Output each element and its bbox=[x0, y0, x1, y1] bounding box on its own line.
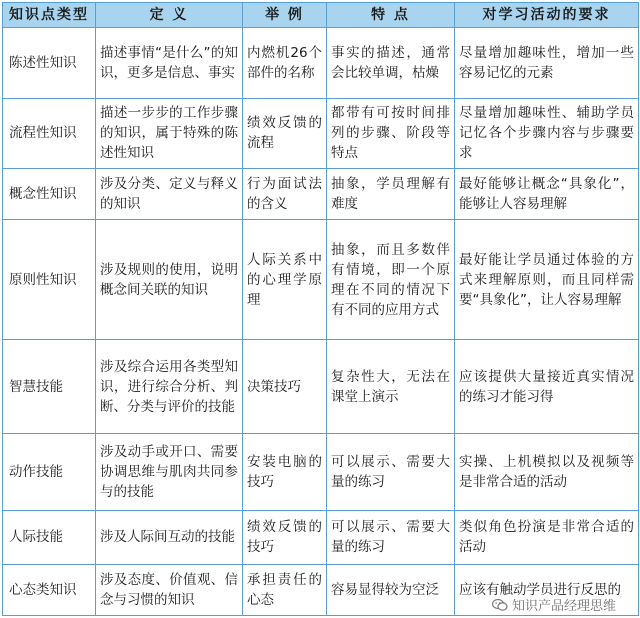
example-cell: 人际关系中的心理学原理 bbox=[243, 220, 327, 340]
type-cell: 陈述性知识 bbox=[3, 28, 96, 99]
example-cell: 安装电脑的技巧 bbox=[243, 434, 327, 511]
header-requirement: 对学习活动的要求 bbox=[455, 3, 639, 28]
example-cell: 内燃机26个部件的名称 bbox=[243, 28, 327, 99]
example-cell: 决策技巧 bbox=[243, 340, 327, 434]
type-cell: 心态类知识 bbox=[3, 564, 96, 615]
type-cell: 智慧技能 bbox=[3, 340, 96, 434]
feature-cell: 抽象，而且多数伴有情境，即一个原理在不同的情况下有不同的应用方式 bbox=[327, 220, 455, 340]
type-cell: 概念性知识 bbox=[3, 169, 96, 220]
requirement-cell: 尽量增加趣味性、辅助学员记忆各个步骤内容与步骤要求 bbox=[455, 98, 639, 169]
example-cell: 行为面试法的含义 bbox=[243, 169, 327, 220]
table-row bbox=[3, 340, 639, 434]
feature-cell: 抽象，学员理解有难度 bbox=[327, 169, 455, 220]
definition-cell: 描述一步步的工作步骤的知识，属于特殊的陈述性知识 bbox=[96, 98, 243, 169]
type-cell: 原则性知识 bbox=[3, 220, 96, 340]
definition-cell: 涉及人际间互动的技能 bbox=[96, 511, 243, 564]
table-row bbox=[3, 434, 639, 511]
example-cell: 绩效反馈的技巧 bbox=[243, 511, 327, 564]
table-row bbox=[3, 98, 639, 169]
type-cell: 流程性知识 bbox=[3, 98, 96, 169]
requirement-cell: 类似角色扮演是非常合适的活动 bbox=[455, 511, 639, 564]
table-row bbox=[3, 28, 639, 99]
requirement-cell: 应该提供大量接近真实情况的练习才能习得 bbox=[455, 340, 639, 434]
definition-cell: 涉及分类、定义与释义的知识 bbox=[96, 169, 243, 220]
table-row bbox=[3, 169, 639, 220]
knowledge-type-table bbox=[2, 2, 639, 616]
table-body bbox=[3, 28, 639, 616]
table-header bbox=[3, 3, 639, 28]
definition-cell: 涉及规则的使用，说明概念间关联的知识 bbox=[96, 220, 243, 340]
feature-cell: 都带有可按时间排列的步骤、阶段等特点 bbox=[327, 98, 455, 169]
header-feature: 特 点 bbox=[327, 3, 455, 28]
definition-cell: 涉及综合运用各类型知识，进行综合分析、判断、分类与评价的技能 bbox=[96, 340, 243, 434]
wechat-icon bbox=[492, 598, 508, 612]
example-cell: 绩效反馈的流程 bbox=[243, 98, 327, 169]
requirement-cell: 应该有触动学员进行反思的 bbox=[455, 564, 639, 615]
table-row bbox=[3, 220, 639, 340]
header-type: 知识点类型 bbox=[3, 3, 96, 28]
header-row bbox=[3, 3, 639, 28]
definition-cell: 涉及态度、价值观、信念与习惯的知识 bbox=[96, 564, 243, 615]
type-cell: 人际技能 bbox=[3, 511, 96, 564]
requirement-cell: 最好能够让概念“具象化”，能够让人容易理解 bbox=[455, 169, 639, 220]
feature-cell: 事实的描述，通常会比较单调，枯燥 bbox=[327, 28, 455, 99]
watermark-text: 知识产品经理思维 bbox=[511, 599, 616, 614]
definition-cell: 涉及动手或开口、需要协调思维与肌肉共同参与的技能 bbox=[96, 434, 243, 511]
feature-cell: 可以展示、需要大量的练习 bbox=[327, 434, 455, 511]
feature-cell: 复杂性大，无法在课堂上演示 bbox=[327, 340, 455, 434]
requirement-cell: 尽量增加趣味性，增加一些容易记忆的元素 bbox=[455, 28, 639, 99]
header-definition: 定 义 bbox=[96, 3, 243, 28]
definition-cell: 描述事情“是什么”的知识，更多是信息、事实 bbox=[96, 28, 243, 99]
requirement-cell: 最好能让学员通过体验的方式来理解原则，而且同样需要“具象化”，让人容易理解 bbox=[455, 220, 639, 340]
header-example: 举 例 bbox=[243, 3, 327, 28]
example-cell: 承担责任的心态 bbox=[243, 564, 327, 615]
requirement-cell: 实操、上机模拟以及视频等是非常合适的活动 bbox=[455, 434, 639, 511]
type-cell: 动作技能 bbox=[3, 434, 96, 511]
table-row bbox=[3, 511, 639, 564]
watermark bbox=[492, 595, 616, 614]
feature-cell: 容易显得较为空泛 bbox=[327, 564, 455, 615]
feature-cell: 可以展示、需要大量的练习 bbox=[327, 511, 455, 564]
